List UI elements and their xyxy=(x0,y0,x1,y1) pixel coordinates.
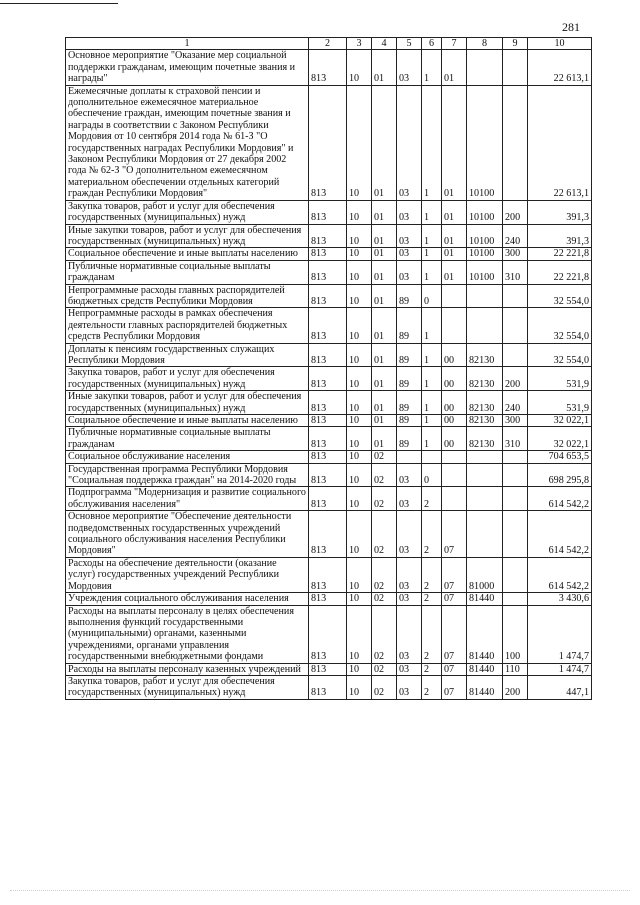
code-cell-c2: 813 xyxy=(309,557,347,592)
column-header: 1 xyxy=(66,38,309,50)
code-cell-c7: 00 xyxy=(442,415,467,427)
code-cell-c5 xyxy=(397,451,422,463)
code-cell-c7 xyxy=(442,463,467,487)
row-name: Социальное обеспечение и иные выплаты населению xyxy=(66,248,309,260)
code-cell-c5: 89 xyxy=(397,415,422,427)
header-row xyxy=(66,38,592,50)
code-cell-c7: 07 xyxy=(442,605,467,663)
code-cell-c8: 82130 xyxy=(467,427,503,451)
code-cell-c8 xyxy=(467,487,503,511)
code-cell-c7: 01 xyxy=(442,224,467,248)
code-cell-c5: 03 xyxy=(397,675,422,699)
amount-cell: 447,1 xyxy=(528,675,592,699)
code-cell-c4: 02 xyxy=(372,463,397,487)
table-row xyxy=(66,415,592,427)
code-cell-c6: 2 xyxy=(422,593,442,605)
code-cell-c6: 1 xyxy=(422,391,442,415)
code-cell-c6: 2 xyxy=(422,557,442,592)
code-cell-c2: 813 xyxy=(309,308,347,343)
code-cell-c8: 81440 xyxy=(467,663,503,675)
code-cell-c2: 813 xyxy=(309,593,347,605)
row-name: Доплаты к пенсиям государственных служащих Республики Мордовия xyxy=(66,343,309,367)
code-cell-c7: 01 xyxy=(442,260,467,284)
code-cell-c7: 07 xyxy=(442,663,467,675)
amount-cell: 22 613,1 xyxy=(528,50,592,85)
code-cell-c5: 03 xyxy=(397,224,422,248)
amount-cell: 614 542,2 xyxy=(528,511,592,558)
amount-cell: 704 653,5 xyxy=(528,451,592,463)
table-row xyxy=(66,343,592,367)
amount-cell: 391,3 xyxy=(528,224,592,248)
code-cell-c9: 300 xyxy=(503,415,528,427)
code-cell-c8: 10100 xyxy=(467,248,503,260)
column-header: 2 xyxy=(309,38,347,50)
code-cell-c4: 01 xyxy=(372,391,397,415)
code-cell-c2: 813 xyxy=(309,85,347,200)
code-cell-c9 xyxy=(503,593,528,605)
code-cell-c3: 10 xyxy=(347,605,372,663)
code-cell-c9: 200 xyxy=(503,367,528,391)
column-header: 8 xyxy=(467,38,503,50)
code-cell-c6: 1 xyxy=(422,85,442,200)
code-cell-c2: 813 xyxy=(309,50,347,85)
table-row xyxy=(66,224,592,248)
code-cell-c3: 10 xyxy=(347,663,372,675)
code-cell-c5: 03 xyxy=(397,85,422,200)
code-cell-c2: 813 xyxy=(309,200,347,224)
amount-cell: 32 554,0 xyxy=(528,284,592,308)
code-cell-c7: 07 xyxy=(442,557,467,592)
code-cell-c2: 813 xyxy=(309,224,347,248)
amount-cell: 1 474,7 xyxy=(528,663,592,675)
row-name: Основное мероприятие "Оказание мер социальной поддержки гражданам, имеющим почетные звания и награды" xyxy=(66,50,309,85)
row-name: Подпрограмма "Модернизация и развитие социального обслуживания населения" xyxy=(66,487,309,511)
code-cell-c8: 81440 xyxy=(467,593,503,605)
code-cell-c9: 110 xyxy=(503,663,528,675)
code-cell-c6: 1 xyxy=(422,200,442,224)
code-cell-c5: 89 xyxy=(397,391,422,415)
amount-cell: 22 613,1 xyxy=(528,85,592,200)
code-cell-c3: 10 xyxy=(347,415,372,427)
row-name: Закупка товаров, работ и услуг для обеспечения государственных (муниципальных) нужд xyxy=(66,200,309,224)
code-cell-c4: 02 xyxy=(372,593,397,605)
budget-table xyxy=(65,37,592,700)
amount-cell: 531,9 xyxy=(528,367,592,391)
code-cell-c9: 240 xyxy=(503,391,528,415)
code-cell-c6: 0 xyxy=(422,284,442,308)
amount-cell: 32 554,0 xyxy=(528,308,592,343)
table-row xyxy=(66,391,592,415)
code-cell-c6: 1 xyxy=(422,343,442,367)
code-cell-c7: 00 xyxy=(442,391,467,415)
code-cell-c5: 03 xyxy=(397,200,422,224)
code-cell-c6: 1 xyxy=(422,50,442,85)
page-number: 281 xyxy=(562,20,580,34)
code-cell-c2: 813 xyxy=(309,415,347,427)
code-cell-c8: 10100 xyxy=(467,260,503,284)
code-cell-c4: 02 xyxy=(372,487,397,511)
code-cell-c4: 01 xyxy=(372,50,397,85)
code-cell-c7: 01 xyxy=(442,85,467,200)
table-row xyxy=(66,260,592,284)
code-cell-c9: 240 xyxy=(503,224,528,248)
code-cell-c5: 89 xyxy=(397,427,422,451)
code-cell-c2: 813 xyxy=(309,675,347,699)
table-body xyxy=(66,50,592,699)
code-cell-c7: 00 xyxy=(442,427,467,451)
code-cell-c9 xyxy=(503,85,528,200)
code-cell-c4: 01 xyxy=(372,224,397,248)
code-cell-c5: 89 xyxy=(397,308,422,343)
code-cell-c5: 03 xyxy=(397,511,422,558)
code-cell-c8: 82130 xyxy=(467,343,503,367)
code-cell-c4: 01 xyxy=(372,284,397,308)
code-cell-c3: 10 xyxy=(347,511,372,558)
table-row xyxy=(66,200,592,224)
code-cell-c7: 07 xyxy=(442,511,467,558)
amount-cell: 32 022,1 xyxy=(528,415,592,427)
code-cell-c6 xyxy=(422,451,442,463)
code-cell-c6: 1 xyxy=(422,367,442,391)
table-row xyxy=(66,663,592,675)
code-cell-c4: 02 xyxy=(372,605,397,663)
row-name: Социальное обеспечение и иные выплаты населению xyxy=(66,415,309,427)
code-cell-c3: 10 xyxy=(347,284,372,308)
code-cell-c2: 813 xyxy=(309,367,347,391)
code-cell-c9: 200 xyxy=(503,200,528,224)
code-cell-c8: 81440 xyxy=(467,675,503,699)
code-cell-c9: 100 xyxy=(503,605,528,663)
code-cell-c4: 02 xyxy=(372,511,397,558)
code-cell-c3: 10 xyxy=(347,427,372,451)
code-cell-c4: 01 xyxy=(372,415,397,427)
code-cell-c8: 10100 xyxy=(467,85,503,200)
code-cell-c7: 01 xyxy=(442,200,467,224)
table-row xyxy=(66,463,592,487)
code-cell-c5: 03 xyxy=(397,605,422,663)
code-cell-c9 xyxy=(503,343,528,367)
code-cell-c8: 82130 xyxy=(467,367,503,391)
code-cell-c9 xyxy=(503,50,528,85)
table-row xyxy=(66,367,592,391)
column-header: 7 xyxy=(442,38,467,50)
code-cell-c9: 300 xyxy=(503,248,528,260)
scan-edge xyxy=(10,890,630,899)
code-cell-c8 xyxy=(467,511,503,558)
code-cell-c9 xyxy=(503,487,528,511)
code-cell-c4: 02 xyxy=(372,451,397,463)
row-name: Учреждения социального обслуживания населения xyxy=(66,593,309,605)
code-cell-c3: 10 xyxy=(347,451,372,463)
code-cell-c5: 03 xyxy=(397,487,422,511)
code-cell-c4: 01 xyxy=(372,343,397,367)
code-cell-c6: 2 xyxy=(422,487,442,511)
code-cell-c7: 07 xyxy=(442,675,467,699)
row-name: Основное мероприятие "Обеспечение деятельности подведомственных государственных учреждений социального обслуживания населения Республики Мордовия" xyxy=(66,511,309,558)
row-name: Непрограммные расходы главных распорядителей бюджетных средств Республики Мордовия xyxy=(66,284,309,308)
code-cell-c7 xyxy=(442,308,467,343)
column-header: 5 xyxy=(397,38,422,50)
code-cell-c3: 10 xyxy=(347,557,372,592)
row-name: Ежемесячные доплаты к страховой пенсии и дополнительное ежемесячное материальное обеспечение граждан, имеющим почетные звания и награды в соответствии с Законом Республики Мордовия от 10 сентября 2014 года № 61-З "О государственных наградах Республики Мордовия" и Законом Республики Мордовия от 27 декабря 2002 года № 62-З "О дополнительном ежемесячном материальном обеспечении отдельных категорий граждан Республики Мордовия" xyxy=(66,85,309,200)
code-cell-c4: 02 xyxy=(372,675,397,699)
code-cell-c9 xyxy=(503,308,528,343)
code-cell-c3: 10 xyxy=(347,308,372,343)
table-row xyxy=(66,85,592,200)
code-cell-c2: 813 xyxy=(309,391,347,415)
table-row xyxy=(66,308,592,343)
table-row xyxy=(66,284,592,308)
code-cell-c4: 02 xyxy=(372,663,397,675)
code-cell-c7: 00 xyxy=(442,343,467,367)
row-name: Расходы на выплаты персоналу в целях обеспечения выполнения функций государственными (муниципальными) органами, казенными учреждениями, органами управления государственными внебюджетными фондами xyxy=(66,605,309,663)
code-cell-c4: 01 xyxy=(372,200,397,224)
code-cell-c5: 89 xyxy=(397,367,422,391)
amount-cell: 22 221,8 xyxy=(528,248,592,260)
table-row xyxy=(66,675,592,699)
code-cell-c8 xyxy=(467,463,503,487)
code-cell-c6: 1 xyxy=(422,415,442,427)
code-cell-c9 xyxy=(503,284,528,308)
code-cell-c2: 813 xyxy=(309,511,347,558)
code-cell-c3: 10 xyxy=(347,391,372,415)
code-cell-c2: 813 xyxy=(309,663,347,675)
code-cell-c9: 200 xyxy=(503,675,528,699)
code-cell-c4: 01 xyxy=(372,367,397,391)
row-name: Иные закупки товаров, работ и услуг для обеспечения государственных (муниципальных) нужд xyxy=(66,224,309,248)
code-cell-c9 xyxy=(503,463,528,487)
code-cell-c6: 2 xyxy=(422,511,442,558)
code-cell-c9: 310 xyxy=(503,427,528,451)
amount-cell: 391,3 xyxy=(528,200,592,224)
table-row xyxy=(66,605,592,663)
code-cell-c4: 02 xyxy=(372,557,397,592)
code-cell-c9 xyxy=(503,511,528,558)
code-cell-c2: 813 xyxy=(309,260,347,284)
row-name: Иные закупки товаров, работ и услуг для обеспечения государственных (муниципальных) нужд xyxy=(66,391,309,415)
code-cell-c6: 2 xyxy=(422,605,442,663)
column-header: 10 xyxy=(528,38,592,50)
code-cell-c3: 10 xyxy=(347,260,372,284)
table-row xyxy=(66,557,592,592)
table-row xyxy=(66,593,592,605)
row-name: Социальное обслуживание населения xyxy=(66,451,309,463)
code-cell-c2: 813 xyxy=(309,427,347,451)
amount-cell: 22 221,8 xyxy=(528,260,592,284)
code-cell-c2: 813 xyxy=(309,248,347,260)
code-cell-c3: 10 xyxy=(347,593,372,605)
amount-cell: 614 542,2 xyxy=(528,487,592,511)
code-cell-c6: 1 xyxy=(422,224,442,248)
code-cell-c7 xyxy=(442,284,467,308)
amount-cell: 32 554,0 xyxy=(528,343,592,367)
code-cell-c3: 10 xyxy=(347,343,372,367)
code-cell-c7: 01 xyxy=(442,50,467,85)
top-rule xyxy=(0,3,118,4)
code-cell-c6: 1 xyxy=(422,308,442,343)
code-cell-c6: 2 xyxy=(422,663,442,675)
code-cell-c5: 89 xyxy=(397,284,422,308)
table-row xyxy=(66,487,592,511)
code-cell-c2: 813 xyxy=(309,463,347,487)
table-row xyxy=(66,511,592,558)
code-cell-c3: 10 xyxy=(347,367,372,391)
amount-cell: 3 430,6 xyxy=(528,593,592,605)
column-header: 6 xyxy=(422,38,442,50)
code-cell-c3: 10 xyxy=(347,248,372,260)
code-cell-c5: 03 xyxy=(397,593,422,605)
code-cell-c9 xyxy=(503,451,528,463)
code-cell-c6: 2 xyxy=(422,675,442,699)
code-cell-c3: 10 xyxy=(347,85,372,200)
code-cell-c5: 89 xyxy=(397,343,422,367)
code-cell-c5: 03 xyxy=(397,260,422,284)
code-cell-c4: 01 xyxy=(372,260,397,284)
code-cell-c8: 81440 xyxy=(467,605,503,663)
code-cell-c2: 813 xyxy=(309,343,347,367)
code-cell-c3: 10 xyxy=(347,463,372,487)
column-header: 9 xyxy=(503,38,528,50)
row-name: Расходы на выплаты персоналу казенных учреждений xyxy=(66,663,309,675)
table-row xyxy=(66,451,592,463)
row-name: Публичные нормативные социальные выплаты гражданам xyxy=(66,427,309,451)
code-cell-c5: 03 xyxy=(397,50,422,85)
row-name: Непрограммные расходы в рамках обеспечения деятельности главных распорядителей бюджетных средств Республики Мордовия xyxy=(66,308,309,343)
code-cell-c8 xyxy=(467,308,503,343)
code-cell-c8 xyxy=(467,451,503,463)
code-cell-c7: 07 xyxy=(442,593,467,605)
code-cell-c3: 10 xyxy=(347,200,372,224)
code-cell-c7 xyxy=(442,487,467,511)
code-cell-c2: 813 xyxy=(309,451,347,463)
code-cell-c8 xyxy=(467,284,503,308)
code-cell-c5: 03 xyxy=(397,463,422,487)
row-name: Расходы на обеспечение деятельности (оказание услуг) государственных учреждений Республики Мордовия xyxy=(66,557,309,592)
code-cell-c2: 813 xyxy=(309,605,347,663)
code-cell-c8: 82130 xyxy=(467,391,503,415)
amount-cell: 614 542,2 xyxy=(528,557,592,592)
code-cell-c2: 813 xyxy=(309,487,347,511)
amount-cell: 1 474,7 xyxy=(528,605,592,663)
code-cell-c3: 10 xyxy=(347,487,372,511)
code-cell-c5: 03 xyxy=(397,663,422,675)
column-header: 4 xyxy=(372,38,397,50)
code-cell-c9: 310 xyxy=(503,260,528,284)
table-row xyxy=(66,427,592,451)
code-cell-c7: 01 xyxy=(442,248,467,260)
row-name: Публичные нормативные социальные выплаты гражданам xyxy=(66,260,309,284)
amount-cell: 531,9 xyxy=(528,391,592,415)
code-cell-c3: 10 xyxy=(347,224,372,248)
code-cell-c4: 01 xyxy=(372,85,397,200)
amount-cell: 32 022,1 xyxy=(528,427,592,451)
code-cell-c8: 10100 xyxy=(467,224,503,248)
code-cell-c8: 82130 xyxy=(467,415,503,427)
code-cell-c8 xyxy=(467,50,503,85)
row-name: Государственная программа Республики Мордовия "Социальная поддержка граждан" на 2014-2020 годы xyxy=(66,463,309,487)
code-cell-c2: 813 xyxy=(309,284,347,308)
row-name: Закупка товаров, работ и услуг для обеспечения государственных (муниципальных) нужд xyxy=(66,367,309,391)
code-cell-c6: 1 xyxy=(422,260,442,284)
code-cell-c4: 01 xyxy=(372,248,397,260)
code-cell-c6: 0 xyxy=(422,463,442,487)
code-cell-c7 xyxy=(442,451,467,463)
amount-cell: 698 295,8 xyxy=(528,463,592,487)
code-cell-c8: 81000 xyxy=(467,557,503,592)
table-row xyxy=(66,248,592,260)
code-cell-c7: 00 xyxy=(442,367,467,391)
code-cell-c4: 01 xyxy=(372,308,397,343)
code-cell-c6: 1 xyxy=(422,248,442,260)
code-cell-c9 xyxy=(503,557,528,592)
code-cell-c3: 10 xyxy=(347,50,372,85)
code-cell-c4: 01 xyxy=(372,427,397,451)
table-row xyxy=(66,50,592,85)
code-cell-c3: 10 xyxy=(347,675,372,699)
column-header: 3 xyxy=(347,38,372,50)
code-cell-c8: 10100 xyxy=(467,200,503,224)
code-cell-c5: 03 xyxy=(397,248,422,260)
row-name: Закупка товаров, работ и услуг для обеспечения государственных (муниципальных) нужд xyxy=(66,675,309,699)
code-cell-c5: 03 xyxy=(397,557,422,592)
code-cell-c6: 1 xyxy=(422,427,442,451)
